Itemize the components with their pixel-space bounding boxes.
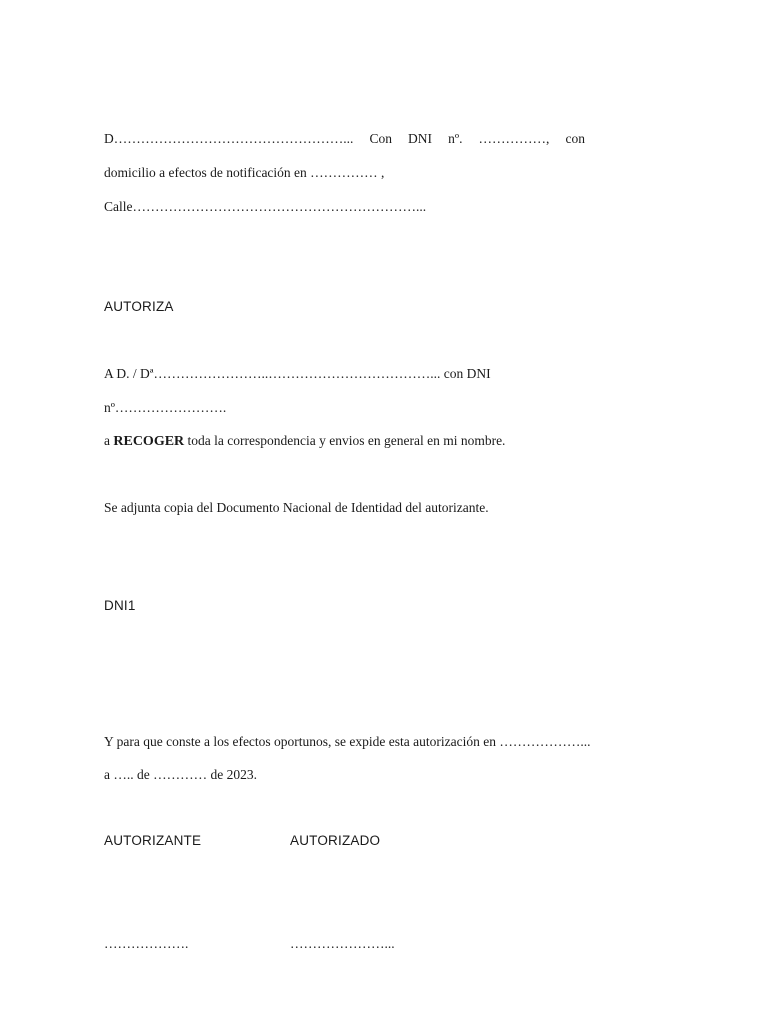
- pickup-rest: toda la correspondencia y envios en general en mi nombre.: [184, 433, 506, 448]
- closing-statement: Y para que conste a los efectos oportunos, se expide esta autorización en ………………...: [104, 734, 591, 749]
- authorizer-label: AUTORIZANTE: [104, 833, 202, 848]
- identity-line-address: domicilio a efectos de notificación en …………… ,: [104, 165, 385, 180]
- authorizes-heading: AUTORIZA: [104, 299, 174, 314]
- pickup-statement: [104, 432, 505, 451]
- authorized-dni-line: nº…………………….: [104, 400, 227, 415]
- identity-line-name-dni: D……………………………………………... Con DNI nº. ……………, con: [104, 131, 585, 146]
- authorized-signature-line: …………………...: [290, 936, 395, 951]
- attachment-note: Se adjunta copia del Documento Nacional de Identidad del autorizante.: [104, 500, 489, 515]
- authorized-person-line: A D. / Dª……………………..………………………………... con DNI: [104, 366, 491, 381]
- closing-date: a ….. de ………… de 2023.: [104, 767, 257, 782]
- pickup-prefix: a: [104, 433, 114, 448]
- authorized-label: AUTORIZADO: [290, 833, 381, 848]
- pickup-keyword: RECOGER: [113, 434, 185, 449]
- authorizer-signature-line: ……………….: [104, 936, 189, 951]
- identity-line-street: Calle………………………………………………………...: [104, 199, 427, 214]
- dni-label: DNI1: [104, 598, 136, 613]
